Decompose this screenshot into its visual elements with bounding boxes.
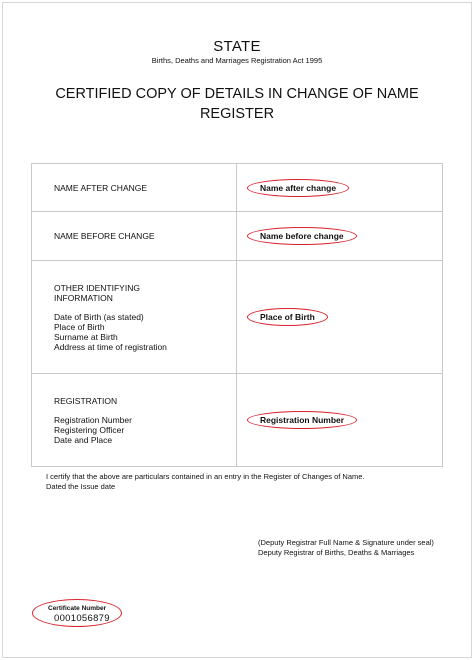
sub-label: Date of Birth (as stated) bbox=[54, 311, 144, 322]
other-info-label-line-2: INFORMATION bbox=[54, 292, 113, 303]
certification-line-1: I certify that the above are particulars contained in an entry in the Register of Changes of Name. bbox=[46, 472, 365, 481]
document-title-line-2: REGISTER bbox=[199, 106, 275, 122]
value-cell bbox=[237, 212, 443, 261]
document-title-line-1: CERTIFIED COPY OF DETAILS IN CHANGE OF NAME bbox=[55, 86, 419, 102]
registration-number-value: Registration Number bbox=[247, 411, 357, 429]
label-cell bbox=[32, 212, 237, 261]
table-row-name-before bbox=[32, 212, 443, 261]
name-after-label: NAME AFTER CHANGE bbox=[54, 182, 148, 193]
deputy-line-1: (Deputy Registrar Full Name & Signature under seal) bbox=[258, 538, 434, 547]
sub-label: Surname at Birth bbox=[54, 331, 118, 342]
table-row-other-info bbox=[32, 261, 443, 374]
place-of-birth-value: Place of Birth bbox=[247, 308, 328, 326]
registration-label: REGISTRATION bbox=[54, 395, 118, 406]
label-cell bbox=[32, 164, 237, 212]
state-heading: STATE bbox=[213, 38, 261, 55]
certificate-number-value: 0001056879 bbox=[54, 613, 110, 624]
table-row-name-after bbox=[32, 164, 443, 212]
sub-label: Address at time of registration bbox=[54, 341, 167, 352]
value-cell bbox=[237, 164, 443, 212]
label-cell bbox=[32, 261, 237, 374]
document-title bbox=[30, 84, 444, 124]
value-cell bbox=[237, 261, 443, 374]
act-subheading: Births, Deaths and Marriages Registration Act 1995 bbox=[151, 56, 323, 65]
label-cell bbox=[32, 374, 237, 467]
deputy-registrar-block bbox=[258, 538, 434, 558]
sub-label: Date and Place bbox=[54, 434, 113, 445]
table-row-registration bbox=[32, 374, 443, 467]
certification-statement bbox=[46, 472, 365, 492]
name-after-value: Name after change bbox=[247, 179, 349, 197]
sub-label: Place of Birth bbox=[54, 321, 105, 332]
other-info-label-line-1: OTHER IDENTIFYING bbox=[54, 282, 140, 293]
certificate-number-label: Certificate Number bbox=[48, 605, 107, 612]
certification-line-2: Dated the Issue date bbox=[46, 482, 116, 491]
value-cell bbox=[237, 374, 443, 467]
details-table bbox=[31, 163, 443, 467]
sub-label: Registering Officer bbox=[54, 424, 125, 435]
deputy-line-2: Deputy Registrar of Births, Deaths & Marriages bbox=[258, 548, 415, 557]
name-before-value: Name before change bbox=[247, 227, 357, 245]
sub-label: Registration Number bbox=[54, 414, 132, 425]
name-before-label: NAME BEFORE CHANGE bbox=[54, 231, 155, 241]
